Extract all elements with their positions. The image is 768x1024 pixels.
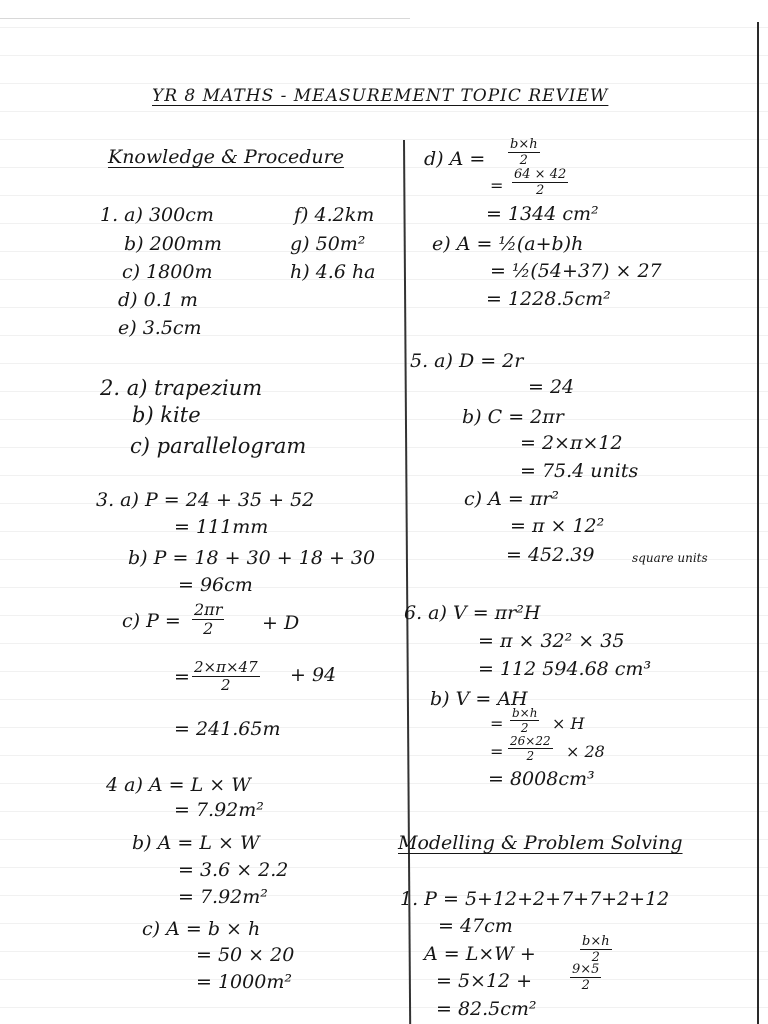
q4e-line2: = ½(54+37) × 27 <box>490 260 662 282</box>
q6a-line2: = π × 32² × 35 <box>478 630 625 652</box>
mps1-line3-numerator: b×h <box>582 934 610 949</box>
q4c-line1: c) A = b × h <box>142 918 261 940</box>
q1f: f) 4.2km <box>294 204 375 226</box>
mps1-line4-denominator: 2 <box>581 978 590 993</box>
q5b-line1: b) C = 2πr <box>462 406 564 428</box>
q3c-numerator: 2πr <box>194 600 223 619</box>
q4d-line3: = 1344 cm² <box>486 203 599 225</box>
q3c2-fraction <box>192 660 260 693</box>
q4d-denominator: 2 <box>519 153 528 168</box>
q3a-line1: 3. a) P = 24 + 35 + 52 <box>96 489 315 511</box>
right-section-heading: Modelling & Problem Solving <box>398 832 683 854</box>
q3c-prefix: c) P = <box>122 610 181 632</box>
q4a-line1: 4 a) A = L × W <box>106 774 251 796</box>
q5c-unit: square units <box>632 551 708 565</box>
q6b3-tail: × 28 <box>566 742 605 761</box>
q4d-numerator: b×h <box>510 137 538 152</box>
q1g: g) 50m² <box>290 233 366 255</box>
q2a: 2. a) trapezium <box>100 376 263 400</box>
q2b: b) kite <box>132 403 201 427</box>
q3a-line2: = 111mm <box>174 516 269 538</box>
q4c-line2: = 50 × 20 <box>196 944 295 966</box>
q4b-line1: b) A = L × W <box>132 832 260 854</box>
top-rule <box>0 18 410 19</box>
q3c2-tail: + 94 <box>290 664 337 686</box>
q5c-line3: = 452.39 <box>506 544 595 566</box>
q3c-tail: + D <box>262 612 300 634</box>
mps1-line5: = 82.5cm² <box>436 998 537 1020</box>
q4d-fraction <box>508 138 540 167</box>
q1e: e) 3.5cm <box>118 317 202 339</box>
mps1-line3-fraction <box>580 935 612 964</box>
q4d2-numerator: 64 × 42 <box>514 167 567 182</box>
q2c: c) parallelogram <box>130 434 307 458</box>
q4d2-fraction <box>512 168 568 197</box>
q5a-line1: 5. a) D = 2r <box>410 350 524 372</box>
q6b3-prefix: = <box>490 742 504 761</box>
q4c-line3: = 1000m² <box>196 971 292 993</box>
mps1-line1: 1. P = 5+12+2+7+7+2+12 <box>400 888 670 910</box>
q4d2-denominator: 2 <box>535 183 545 198</box>
q5a-line2: = 24 <box>528 376 575 398</box>
mps1-line4-numerator: 9×5 <box>572 962 600 977</box>
q1h: h) 4.6 ha <box>290 261 376 283</box>
mps1-line3-denominator: 2 <box>591 950 600 965</box>
q3b-line2: = 96cm <box>178 574 253 596</box>
q6a-line3: = 112 594.68 cm³ <box>478 658 652 680</box>
q6b-line4: = 8008cm³ <box>488 768 595 790</box>
q5b-line2: = 2×π×12 <box>520 432 623 454</box>
q4d2-prefix: = <box>490 176 504 195</box>
q5c-line1: c) A = πr² <box>464 488 559 510</box>
q3c-denominator: 2 <box>203 619 214 638</box>
q6b2-prefix: = <box>490 714 504 733</box>
q3c2-prefix: = <box>174 666 190 688</box>
q1d: d) 0.1 m <box>118 289 198 311</box>
q4e-line3: = 1228.5cm² <box>486 288 611 310</box>
mps1-line2: = 47cm <box>438 915 513 937</box>
mps1-line3-prefix: A = L×W + <box>424 943 536 965</box>
q1b: b) 200mm <box>124 233 222 255</box>
q4a-line2: = 7.92m² <box>174 799 264 821</box>
q1a: 1. a) 300cm <box>100 204 214 226</box>
q3c2-numerator: 2×π×47 <box>194 658 258 676</box>
q6b2-numerator: b×h <box>512 706 538 720</box>
q4b-line3: = 7.92m² <box>178 886 268 908</box>
q6b2-fraction <box>510 707 539 734</box>
q6b3-denominator: 2 <box>526 749 535 763</box>
q6a-line1: 6. a) V = πr²H <box>404 602 541 624</box>
q3b-line1: b) P = 18 + 30 + 18 + 30 <box>128 547 376 569</box>
mps1-line4-fraction <box>570 963 601 992</box>
q3c-line3: = 241.65m <box>174 718 281 740</box>
q3c-fraction <box>192 602 224 637</box>
q6b2-denominator: 2 <box>520 721 529 735</box>
q5c-line2: = π × 12² <box>510 515 605 537</box>
q5b-line3: = 75.4 units <box>520 460 639 482</box>
q6b3-fraction <box>508 735 553 762</box>
page-title: YR 8 MATHS - MEASUREMENT TOPIC REVIEW <box>152 86 609 106</box>
q4e-line1: e) A = ½(a+b)h <box>432 233 584 255</box>
q4b-line2: = 3.6 × 2.2 <box>178 859 289 881</box>
q3c2-denominator: 2 <box>221 676 231 694</box>
q4d-prefix: d) A = <box>424 148 486 170</box>
q6b-line1: b) V = AH <box>430 688 528 710</box>
left-section-heading: Knowledge & Procedure <box>108 146 344 168</box>
q6b3-numerator: 26×22 <box>510 734 551 748</box>
mps1-line4-prefix: = 5×12 + <box>436 970 533 992</box>
right-margin-line <box>757 22 759 1024</box>
q1c: c) 1800m <box>122 261 213 283</box>
q6b2-tail: × H <box>552 714 585 733</box>
